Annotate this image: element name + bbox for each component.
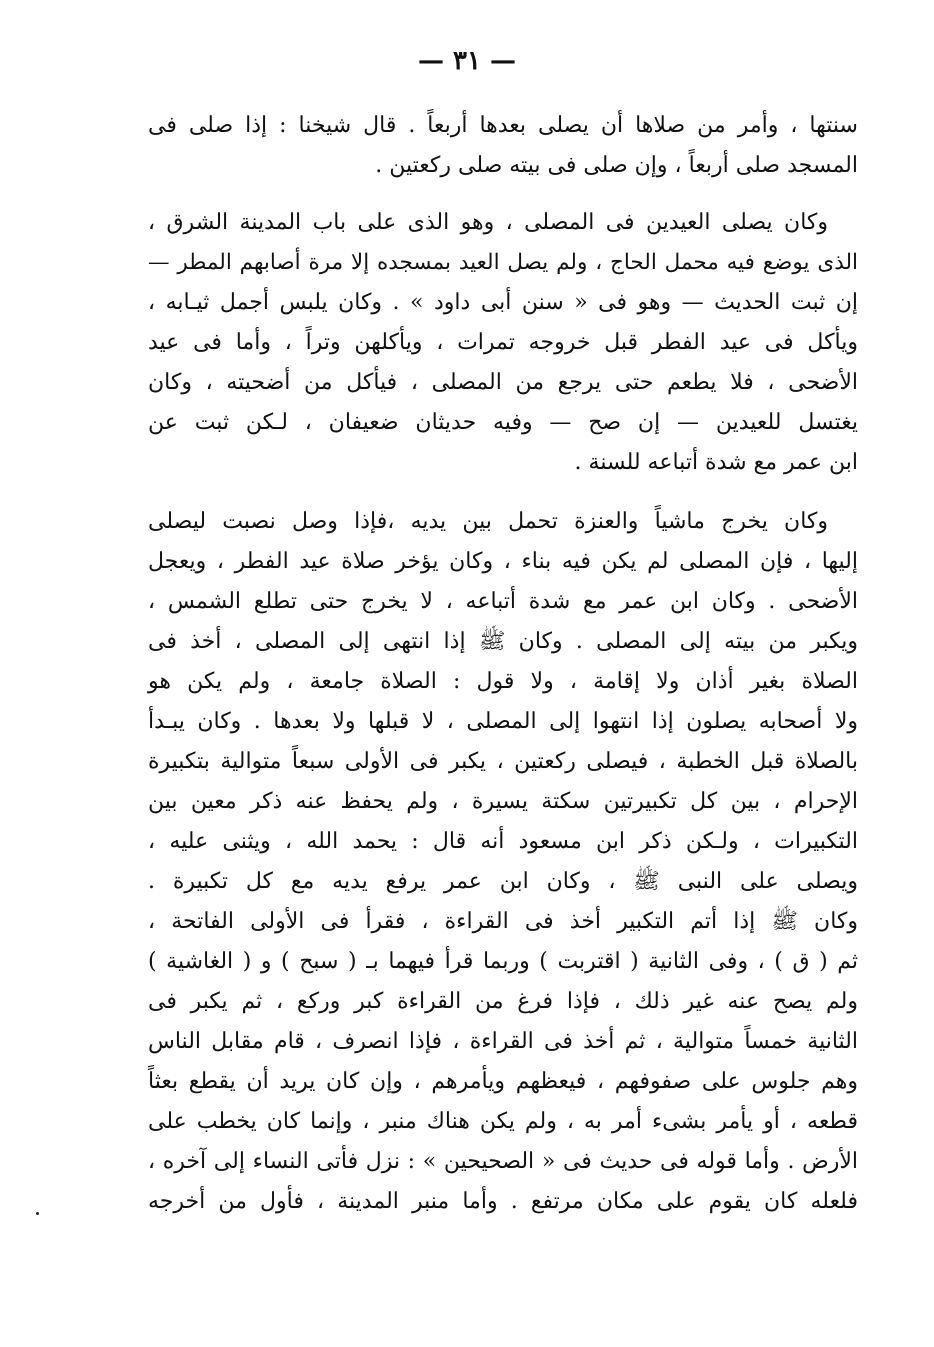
text-line: الأضحى ، فلا يطعم حتى يرجع من المصلى ، فيأكل من أضحيته ، وكان: [148, 370, 858, 395]
text-line: ويأكل فى عيد الفطر قبل خروجه تمرات ، ويأكلهن وتراً ، وأما فى عيد: [148, 330, 858, 355]
text-line: الإحرام ، بين كل تكبيرتين سكتة يسيرة ، ولم يحفظ عنه ذكر معين بين: [148, 789, 858, 814]
text-line: ولم يصح عنه غير ذلك ، فإذا فرغ من القراءة كبر وركع ، ثم يكبر فى: [148, 989, 858, 1014]
text-line: بالصلاة قبل الخطبة ، فيصلى ركعتين ، يكبر فى الأولى سبعاً متوالية بتكبيرة: [148, 749, 858, 774]
text-line: الأضحى . وكان ابن عمر مع شدة أتباعه ، لا يخرج حتى تطلع الشمس ،: [148, 589, 858, 614]
text-line: إليها ، فإن المصلى لم يكن فيه بناء ، وكان يؤخر صلاة عيد الفطر ، ويعجل: [148, 549, 858, 574]
text-line: وكان يصلى العيدين فى المصلى ، وهو الذى على باب المدينة الشرق ،: [148, 210, 828, 235]
text-line: ثم ( ق ) ، وفى الثانية ( اقتربت ) وربما قرأ فيهما بـ ( سبح ) و ( الغاشية ): [148, 949, 858, 974]
text-line: إن ثبت الحديث — وهو فى « سنن أبى داود » . وكان يلبس أجمل ثيـابه ،: [148, 290, 858, 315]
text-line: ويصلى على النبى ﷺ ، وكان ابن عمر يرفع يديه مع كل تكبيرة .: [148, 869, 858, 894]
text-line: وكان يخرج ماشياً والعنزة تحمل بين يديه ،فإذا وصل نصبت ليصلى: [148, 509, 828, 534]
text-line: ويكبر من بيته إلى المصلى . وكان ﷺ إذا انتهى إلى المصلى ، أخذ فى: [148, 629, 858, 654]
text-line: المسجد صلى أربعاً ، وإن صلى فى بيته صلى ركعتين .: [375, 153, 858, 178]
text-line: الثانية خمساً متوالية ، ثم أخذ فى القراءة ، فإذا انصرف ، قام مقابل الناس: [148, 1029, 858, 1054]
text-line: الصلاة بغير أذان ولا إقامة ، ولا قول : الصلاة جامعة ، ولم يكن هو: [148, 669, 858, 694]
paragraph-2: [148, 203, 858, 483]
text-line: وهم جلوس على صفوفهم ، فيعظهم ويأمرهم ، وإن كان يريد أن يقطع بعثاً: [148, 1069, 858, 1094]
text-line: الذى يوضع فيه محمل الحاج ، ولم يصل العيد بمسجده إلا مرة أصابهم المطر —: [148, 250, 858, 275]
text-line: التكبيرات ، ولـكن ذكر ابن مسعود أنه قال : يحمد الله ، ويثنى عليه ،: [148, 829, 858, 854]
text-line: ابن عمر مع شدة أتباعه للسنة .: [574, 450, 858, 475]
paragraph-1: [148, 106, 858, 186]
text-line: فلعله كان يقوم على مكان مرتفع . وأما منبر المدينة ، فأول من أخرجه: [148, 1189, 858, 1214]
page-number: — ٣١ —: [417, 46, 517, 76]
text-line: سنتها ، وأمر من صلاها أن يصلى بعدها أربعاً . قال شيخنا : إذا صلى فى: [148, 113, 858, 138]
text-line: ولا أصحابه يصلون إذا انتهوا إلى المصلى ، لا قبلها ولا بعدها . وكان يبـدأ: [148, 709, 858, 734]
scan-speck: [36, 1212, 39, 1215]
text-line: وكان ﷺ إذا أتم التكبير أخذ فى القراءة ، فقرأ فى الأولى الفاتحة ،: [148, 909, 858, 934]
paragraph-3: [148, 502, 858, 1222]
text-line: يغتسل للعيدين — إن صح — وفيه حديثان ضعيفان ، لـكن ثبت عن: [148, 410, 858, 435]
text-line: قطعه ، أو يأمر بشىء أمر به ، ولم يكن هناك منبر ، وإنما كان يخطب على: [148, 1109, 858, 1134]
text-line: الأرض . وأما قوله فى حديث فى « الصحيحين » : نزل فأتى النساء إلى آخره ،: [148, 1149, 858, 1174]
